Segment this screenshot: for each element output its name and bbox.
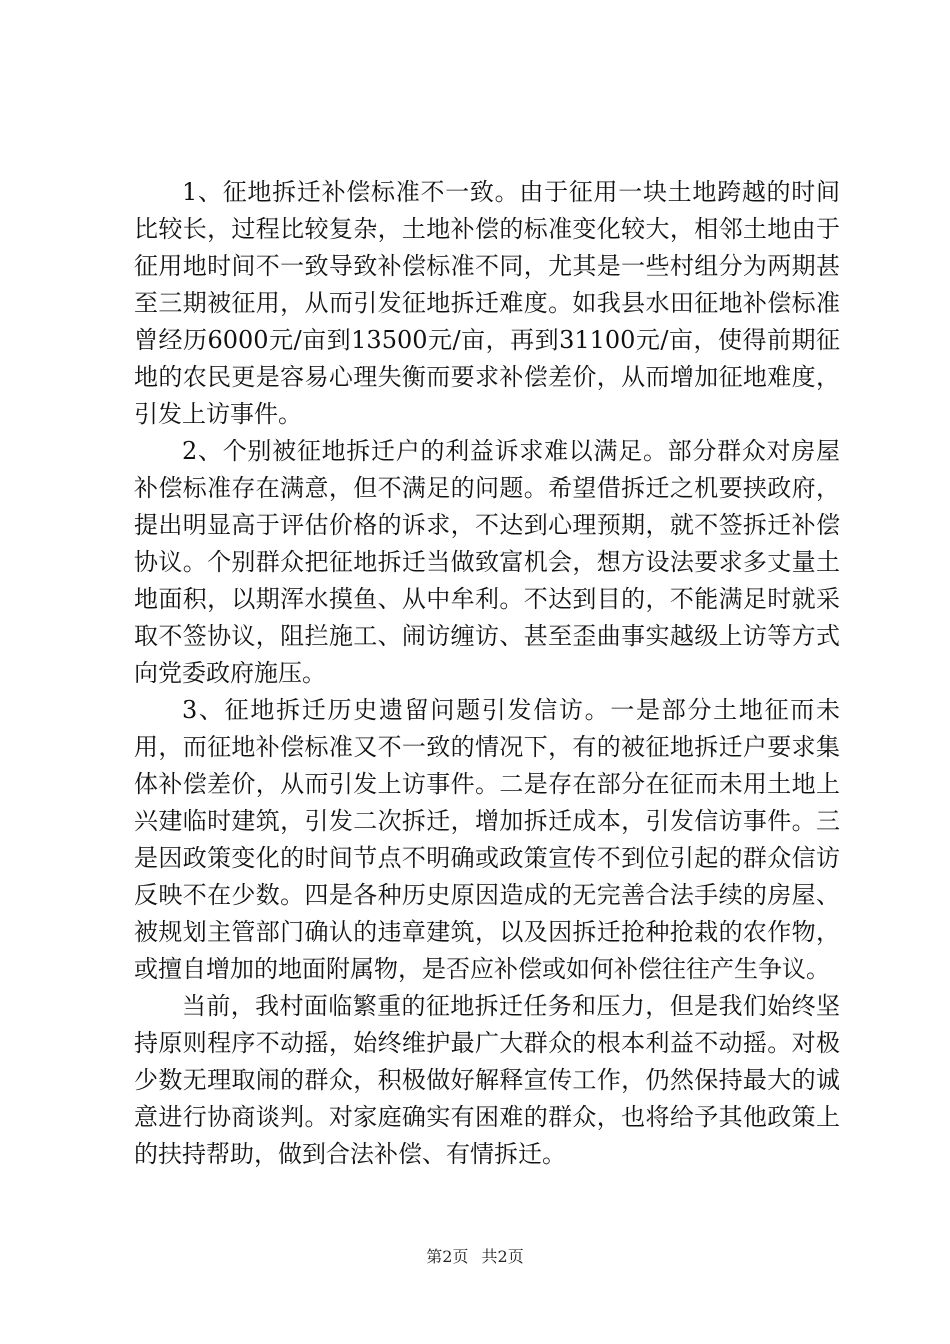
page-footer: [0, 1244, 950, 1267]
page-total: 共2页: [481, 1247, 524, 1266]
document-body: [134, 174, 840, 1173]
paragraph-1: 1、征地拆迁补偿标准不一致。由于征用一块土地跨越的时间比较长，过程比较复杂，土地补偿的标准变化较大，相邻土地由于征用地时间不一致导致补偿标准不同，尤其是一些村组分为两期甚至三期被征用，从而引发征地拆迁难度。如我县水田征地补偿标准曾经历6000元/亩到13500元/亩，再到31100元/亩，使得前期征地的农民更是容易心理失衡而要求补偿差价，从而增加征地难度，引发上访事件。: [134, 178, 840, 428]
paragraph-4: 当前，我村面临繁重的征地拆迁任务和压力，但是我们始终坚持原则程序不动摇，始终维护最广大群众的根本利益不动摇。对极少数无理取闹的群众，积极做好解释宣传工作，仍然保持最大的诚意进行协商谈判。对家庭确实有困难的群众，也将给予其他政策上的扶持帮助，做到合法补偿、有情拆迁。: [134, 992, 840, 1168]
paragraph-3: 3、征地拆迁历史遗留问题引发信访。一是部分土地征而未用，而征地补偿标准又不一致的情况下，有的被征地拆迁户要求集体补偿差价，从而引发上访事件。二是存在部分在征而未用土地上兴建临时建筑，引发二次拆迁，增加拆迁成本，引发信访事件。三是因政策变化的时间节点不明确或政策宣传不到位引起的群众信访反映不在少数。四是各种历史原因造成的无完善合法手续的房屋、被规划主管部门确认的违章建筑，以及因拆迁抢种抢栽的农作物，或擅自增加的地面附属物，是否应补偿或如何补偿往往产生争议。: [134, 696, 840, 983]
page-number: 第2页: [426, 1247, 469, 1266]
paragraph-2: 2、个别被征地拆迁户的利益诉求难以满足。部分群众对房屋补偿标准存在满意，但不满足的问题。希望借拆迁之机要挟政府，提出明显高于评估价格的诉求，不达到心理预期，就不签拆迁补偿协议。个别群众把征地拆迁当做致富机会，想方设法要求多丈量土地面积，以期浑水摸鱼、从中牟利。不达到目的，不能满足时就采取不签协议，阻拦施工、闹访缠访、甚至歪曲事实越级上访等方式向党委政府施压。: [134, 437, 840, 687]
